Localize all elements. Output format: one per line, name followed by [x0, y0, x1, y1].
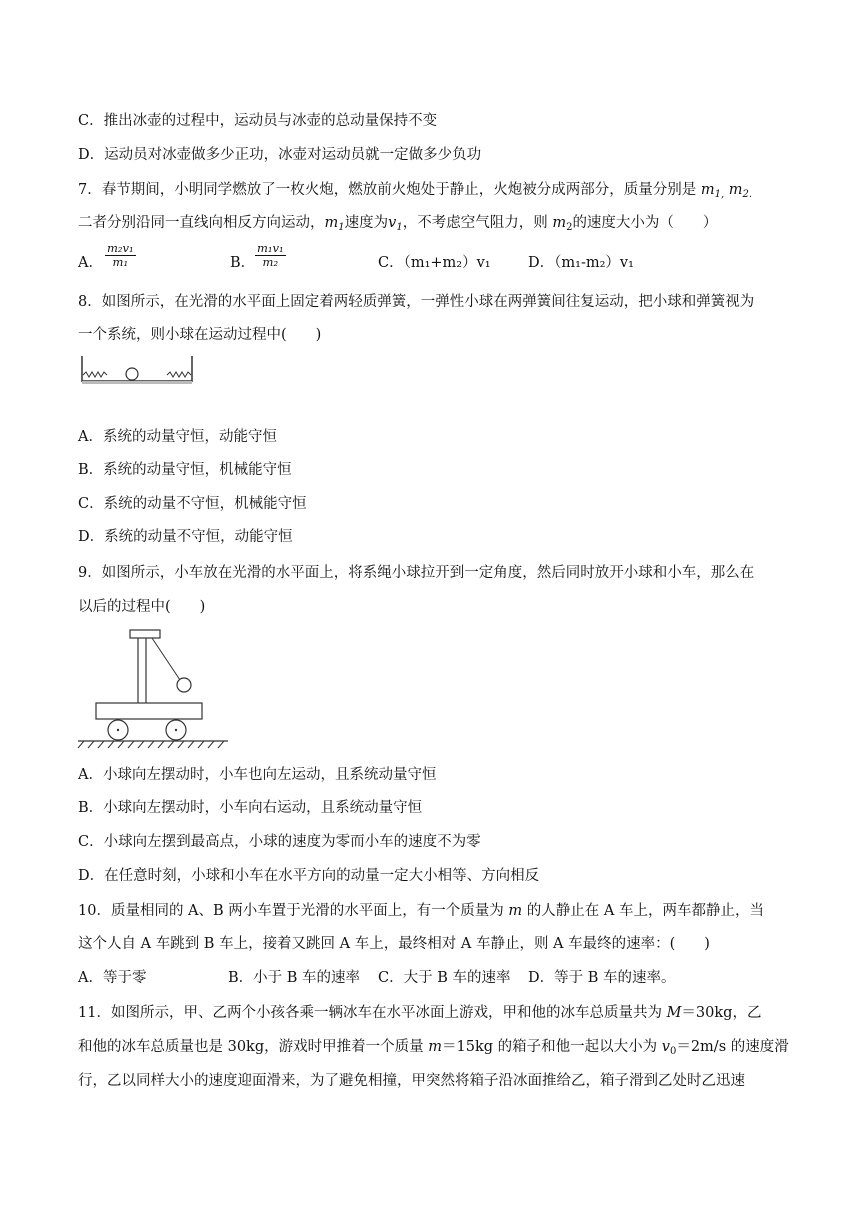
q7-option-b-fraction: $\frac{\text{m₁v₁}}{\text{m₂}}$ — [257, 241, 284, 269]
q10-option-c: C．大于 B 车的速率 — [378, 970, 511, 986]
q9-option-c: C．小球向左摆到最高点，小球的速度为零而小车的速度不为零 — [78, 834, 481, 850]
q10-stem-line1: 10．质量相同的 A、B 两小车置于光滑的水平面上，有一个质量为 m 的人静止在 A 车上，两车都静止，当 — [78, 903, 764, 919]
q7-option-a-label: A． — [78, 255, 103, 271]
q8-stem-line2: 一个系统，则小球在运动过程中( ) — [78, 327, 322, 343]
q7-mass-vars: $m_{1,}$ $m_{2.}$ — [700, 182, 753, 200]
q11-stem-line3: 行，乙以同样大小的速度迎面滑来，为了避免相撞，甲突然将箱子沿冰面推给乙，箱子滑到乙处时乙迅速 — [78, 1073, 745, 1089]
q10-option-d: D．等于 B 车的速率。 — [528, 970, 676, 986]
q11-stem-line2: 和他的冰车总质量也是 30kg，游戏时甲推着一个质量 m＝15kg 的箱子和他一起以大小为 $v_0=2m/s$ 的速度滑 — [78, 1039, 789, 1057]
q10-option-a: A．等于零 — [78, 970, 147, 986]
q9-stem-line2: 以后的过程中( ) — [78, 599, 206, 615]
q8-option-a: A．系统的动量守恒，动能守恒 — [78, 429, 277, 445]
q8-option-b: B．系统的动量守恒，机械能守恒 — [78, 462, 292, 478]
q6-option-c: C．推出冰壶的过程中，运动员与冰壶的总动量保持不变 — [78, 113, 438, 129]
q11-stem-line1: 11．如图所示，甲、乙两个小孩各乘一辆冰车在水平冰面上游戏，甲和他的冰车总质量共为 M＝30kg，乙 — [78, 1005, 762, 1021]
pendulum-cart-figure — [76, 628, 231, 750]
q7-option-a-fraction: $\frac{\text{m₂v₁}}{\text{m₁}}$ — [107, 241, 134, 269]
q10-option-b: B．小于 B 车的速率 — [228, 970, 361, 986]
q9-stem-line1: 9．如图所示，小车放在光滑的水平面上，将系绳小球拉开到一定角度，然后同时放开小球和小车，那么在 — [78, 565, 755, 581]
q9-option-d: D．在任意时刻，小球和小车在水平方向的动量一定大小相等、方向相反 — [78, 868, 540, 884]
q8-option-c: C．系统的动量不守恒，机械能守恒 — [78, 496, 307, 512]
q7-option-b-label: B． — [230, 255, 256, 271]
q7-stem-line1: 7．春节期间，小明同学燃放了一枚火炮，燃放前火炮处于静止，火炮被分成两部分，质量分别是 $m_{1,}$ $m_{2.}$ — [78, 182, 753, 200]
q10-stem-line2: 这个人自 A 车跳到 B 车上，接着又跳回 A 车上，最终相对 A 车静止，则 A 车最终的速率：( ) — [78, 936, 710, 952]
q8-stem-line1: 8．如图所示，在光滑的水平面上固定着两轻质弹簧，一弹性小球在两弹簧间往复运动，把小球和弹簧视为 — [78, 294, 755, 310]
q7-option-d: D．（m₁-m₂）v₁ — [528, 255, 634, 271]
q6-option-d: D．运动员对冰壶做多少正功，冰壶对运动员就一定做多少负功 — [78, 147, 482, 163]
spring-box-figure — [80, 356, 195, 384]
q9-option-b: B．小球向左摆动时，小车向右运动，且系统动量守恒 — [78, 800, 423, 816]
q8-option-d: D．系统的动量不守恒，动能守恒 — [78, 529, 293, 545]
q7-stem-line2: 二者分别沿同一直线向相反方向运动，$m_1$速度为$v_1$，不考虑空气阻力，则 $m_2$的速度大小为（ ） — [78, 215, 718, 233]
q9-option-a: A．小球向左摆动时，小车也向左运动，且系统动量守恒 — [78, 767, 437, 783]
q7-option-c: C．（m₁+m₂）v₁ — [378, 255, 491, 271]
